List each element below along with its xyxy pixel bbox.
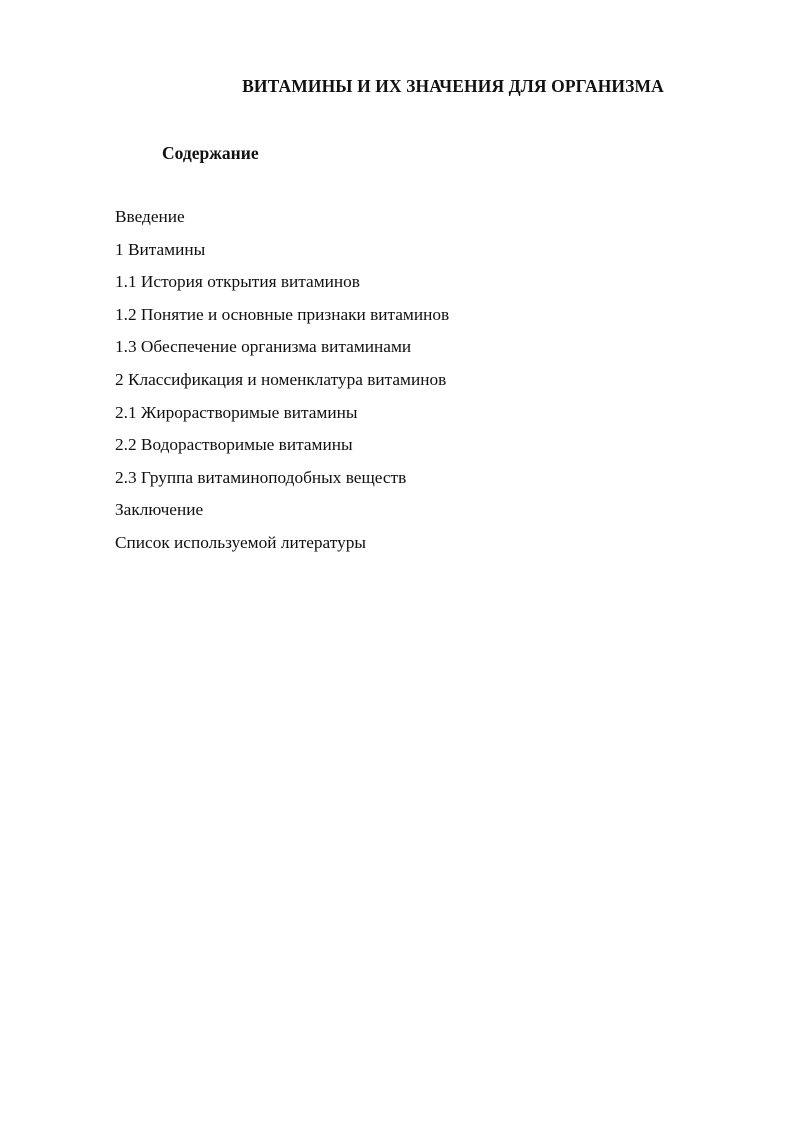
toc-item-2-2: 2.2 Водорастворимые витамины — [115, 435, 353, 455]
document-title: ВИТАМИНЫ И ИХ ЗНАЧЕНИЯ ДЛЯ ОРГАНИЗМА — [242, 76, 664, 96]
table-of-contents — [115, 206, 449, 565]
toc-item-2-1: 2.1 Жирорастворимые витамины — [115, 402, 358, 422]
toc-item-1-1: 1.1 История открытия витаминов — [115, 272, 360, 292]
toc-item-references: Список используемой литературы — [115, 532, 366, 552]
toc-item-1-2: 1.2 Понятие и основные признаки витаминов — [115, 304, 450, 324]
toc-item-2-3: 2.3 Группа витаминоподобных веществ — [115, 467, 407, 487]
toc-item-introduction: Введение — [115, 207, 185, 226]
toc-heading: Содержание — [162, 143, 259, 163]
toc-item-2: 2 Классификация и номенклатура витаминов — [115, 369, 447, 389]
toc-item-1: 1 Витамины — [115, 239, 206, 259]
toc-item-1-3: 1.3 Обеспечение организма витаминами — [115, 337, 412, 357]
toc-item-conclusion: Заключение — [115, 500, 204, 520]
